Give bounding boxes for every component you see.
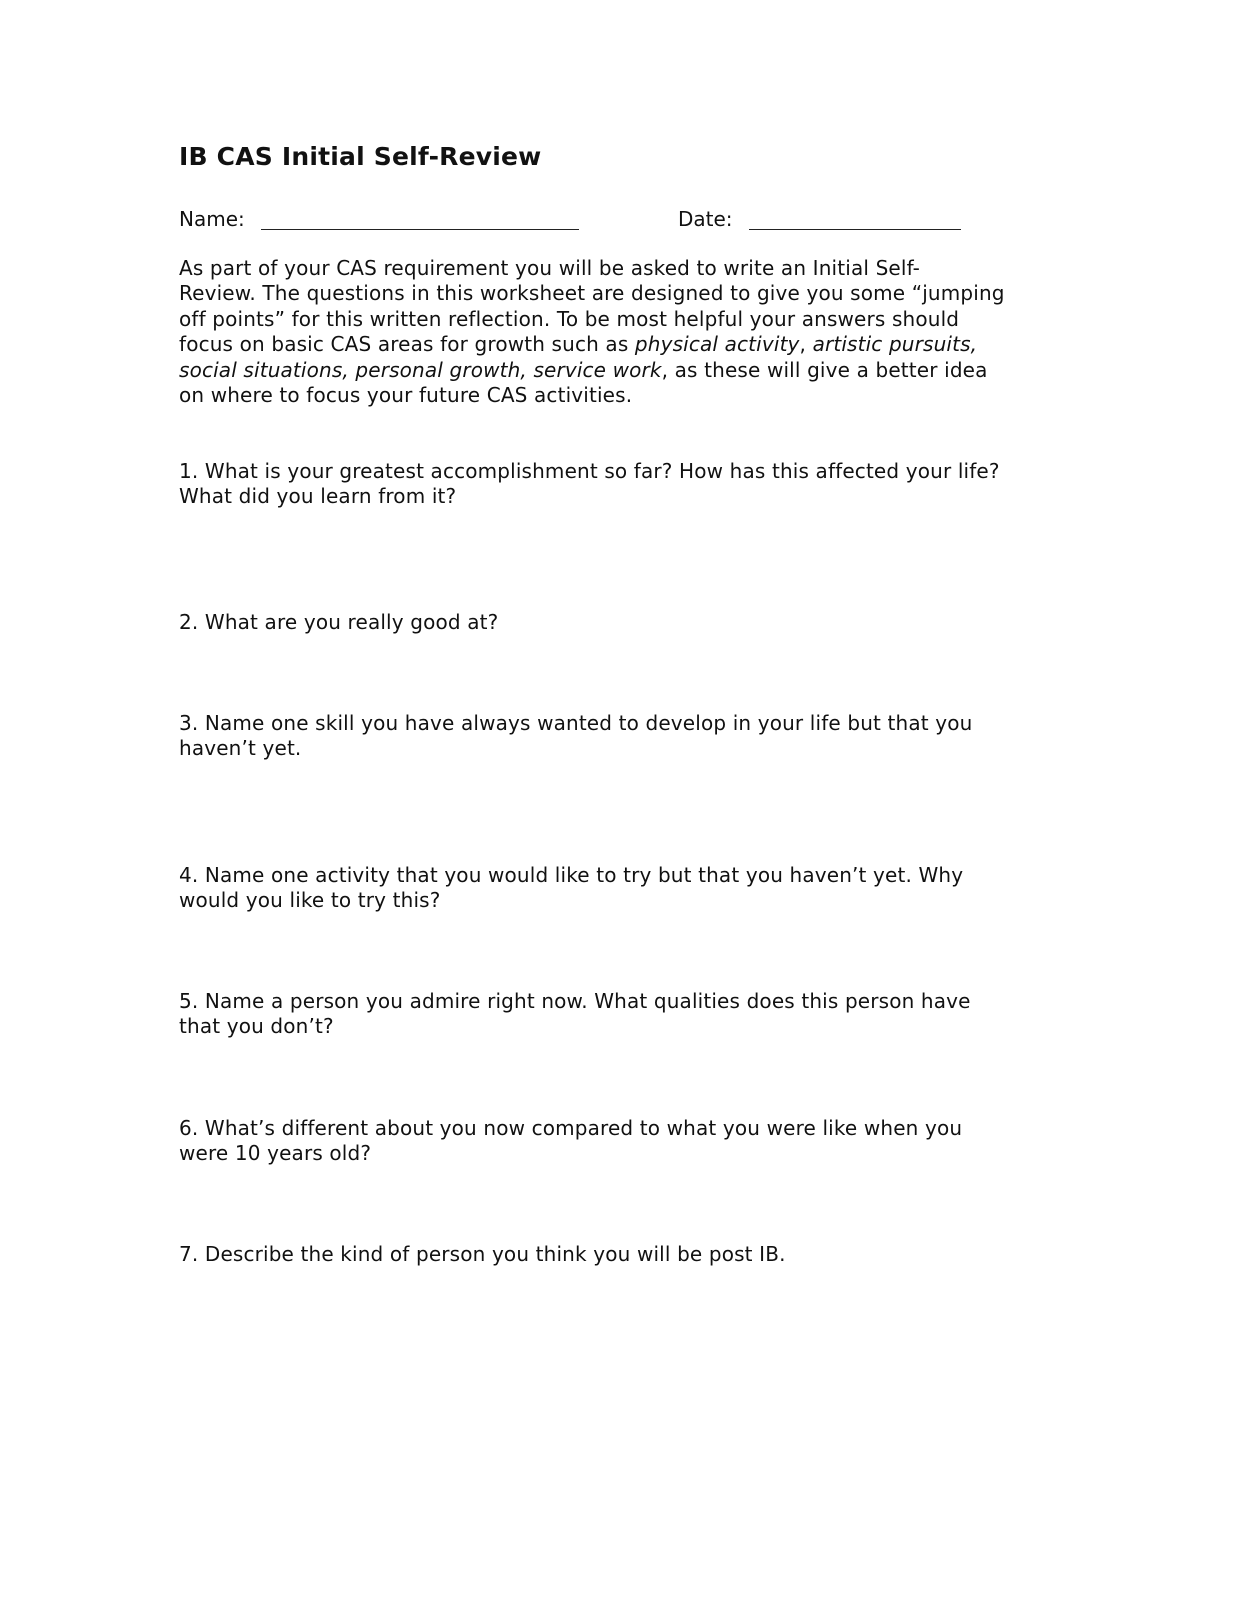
intro-line: Review. The questions in this worksheet are designed to give you some “jumping — [179, 281, 1005, 306]
intro-line — [179, 358, 1049, 383]
emphasis-growth-areas: social situations, personal growth, service work — [179, 357, 662, 382]
intro-text: , — [799, 332, 813, 357]
question-line: 3. Name one skill you have always wanted to develop in your life but that you — [179, 711, 973, 735]
question-line: were 10 years old? — [179, 1141, 372, 1166]
question-5 — [179, 989, 1049, 1040]
question-1 — [179, 459, 1049, 510]
intro-line — [179, 332, 1049, 357]
question-line: What did you learn from it? — [179, 484, 457, 509]
question-line: 2. What are you really good at? — [179, 610, 499, 634]
question-line: 1. What is your greatest accomplishment so far? How has this affected your life? — [179, 459, 1000, 483]
date-label: Date: — [678, 207, 733, 231]
intro-line: on where to focus your future CAS activities. — [179, 383, 633, 408]
date-field — [678, 205, 961, 231]
emphasis-artistic-pursuits: artistic pursuits, — [812, 332, 978, 357]
question-line: 6. What’s different about you now compared to what you were like when you — [179, 1116, 963, 1140]
question-3 — [179, 711, 1049, 762]
intro-text: , as these will give a better idea — [661, 357, 988, 382]
question-4 — [179, 863, 1049, 914]
question-line: 4. Name one activity that you would like to try but that you haven’t yet. Why — [179, 863, 964, 887]
question-6 — [179, 1116, 1049, 1167]
intro-text: focus on basic CAS areas for growth such as — [179, 332, 635, 357]
question-line: would you like to try this? — [179, 888, 441, 913]
name-blank-line[interactable] — [261, 209, 579, 230]
question-2 — [179, 610, 1049, 635]
intro-paragraph — [179, 256, 1049, 408]
name-field — [179, 205, 579, 231]
date-blank-line[interactable] — [749, 209, 961, 230]
question-line: 5. Name a person you admire right now. What qualities does this person have — [179, 989, 971, 1013]
question-line: 7. Describe the kind of person you think you will be post IB. — [179, 1242, 786, 1266]
emphasis-physical-activity: physical activity — [634, 332, 800, 357]
question-7 — [179, 1242, 1049, 1267]
name-label: Name: — [179, 207, 245, 231]
question-line: that you don’t? — [179, 1014, 334, 1039]
question-line: haven’t yet. — [179, 736, 302, 761]
page-title: IB CAS Initial Self-Review — [179, 142, 542, 171]
intro-line: off points” for this written reflection. To be most helpful your answers should — [179, 306, 960, 331]
intro-line: As part of your CAS requirement you will be asked to write an Initial Self- — [179, 256, 921, 280]
